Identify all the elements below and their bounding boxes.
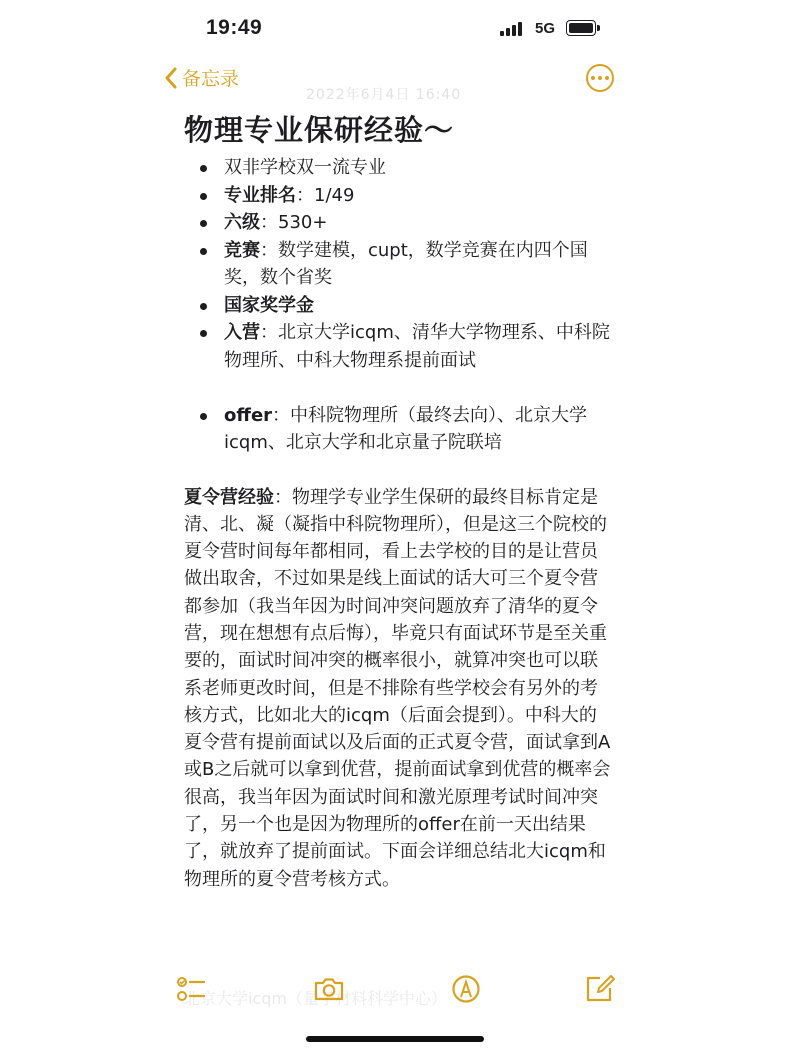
bottom-toolbar xyxy=(0,972,789,1008)
note-title: 物理专业保研经验～ xyxy=(184,113,455,147)
status-bar xyxy=(0,12,789,48)
list-item: 六级：530+ xyxy=(184,209,612,237)
back-button[interactable] xyxy=(164,64,239,91)
status-time: 19:49 xyxy=(206,16,263,39)
markup-pen-icon[interactable] xyxy=(449,972,483,1006)
summer-camp-paragraph: 夏令营经验：物理学专业学生保研的最终目标肯定是清、北、凝（凝指中科院物理所），但是这三个院校的夏令营时间每年都相同，看上去学校的目的是让营员做出取舍，不过如果是线上面试的话大可三个夏令营都参加（我当年因为时间冲突问题放弃了清华的夏令营，现在想想有点后悔），毕竟只有面试环节是至关重要的，面试时间冲突的概率很小，就算冲突也可以联系老师更改时间，但是不排除有些学校会有另外的考核方式，比如北大的icqm（后面会提到）。中科大的夏令营有提前面试以及后面的正式夏令营，面试拿到A或B之后就可以拿到优营，提前面试拿到优营的概率会很高，我当年因为面试时间和激光原理考试时间冲突了，另一个也是因为物理所的offer在前一天出结果了，就放弃了提前面试。下面会详细总结北大icqm和物理所的夏令营考核方式。 xyxy=(184,486,611,890)
battery-icon xyxy=(566,20,596,36)
bullet-list xyxy=(184,154,612,374)
list-item: 双非学校双一流专业 xyxy=(184,154,612,182)
home-indicator[interactable] xyxy=(306,1036,484,1042)
list-item: 入营：北京大学icqm、清华大学物理系、中科院物理所、中科大物理系提前面试 xyxy=(184,319,612,374)
offer-list xyxy=(184,402,612,457)
compose-icon[interactable] xyxy=(584,972,618,1006)
network-type: 5G xyxy=(535,20,556,37)
chevron-left-icon xyxy=(164,67,178,89)
cellular-signal-icon xyxy=(500,22,524,36)
list-item: 专业排名：1/49 xyxy=(184,182,612,210)
list-item: 国家奖学金 xyxy=(184,292,612,320)
note-date: 2022年6月4日 16:40 xyxy=(306,87,462,103)
list-item: offer：中科院物理所（最终去向）、北京大学icqm、北京大学和北京量子院联培 xyxy=(184,402,612,457)
more-options-button[interactable] xyxy=(586,64,614,92)
list-item: 竞赛：数学建模，cupt，数学竞赛在内四个国奖，数个省奖 xyxy=(184,237,612,292)
checklist-icon[interactable] xyxy=(174,972,208,1006)
back-label: 备忘录 xyxy=(182,68,240,90)
faded-scroll-text: 北京大学icqm（量子材料科学中心） xyxy=(184,989,447,1008)
ellipsis-icon xyxy=(591,76,595,80)
camera-icon[interactable] xyxy=(312,972,346,1006)
note-body[interactable] xyxy=(184,108,612,893)
